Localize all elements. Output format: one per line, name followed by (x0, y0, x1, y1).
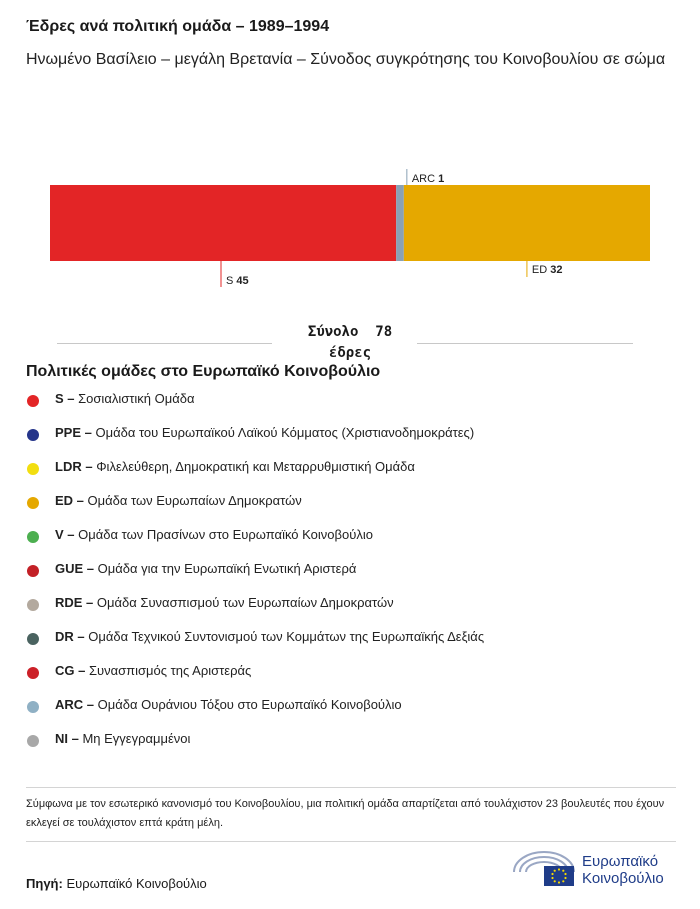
legend-abbr: S – (55, 391, 75, 406)
chart-subtitle: Ηνωμένο Βασίλειο – μεγάλη Βρετανία – Σύνοδος συγκρότησης του Κοινοβουλίου σε σώμα (26, 51, 666, 68)
legend-title: Πολιτικές ομάδες στο Ευρωπαϊκό Κοινοβούλιο (26, 363, 381, 380)
legend-name: Ομάδα του Ευρωπαϊκού Λαϊκού Κόμματος (Χριστιανοδημοκράτες) (95, 425, 475, 440)
legend-abbr: V – (55, 527, 75, 542)
color-dot-icon (27, 395, 39, 407)
stacked-bar-chart (0, 165, 700, 295)
legend-name: Ομάδα για την Ευρωπαϊκή Ενωτική Αριστερά (97, 561, 357, 576)
legend-abbr: DR – (55, 629, 85, 644)
bar-segment-ed (404, 185, 650, 261)
total-label: Σύνολο (307, 324, 359, 340)
legend-item (26, 629, 484, 663)
logo-line-2: Κοινοβούλιο (582, 870, 664, 887)
data-label-s: S 45 (226, 275, 249, 287)
source-line (26, 876, 207, 891)
legend-name: Ομάδα Τεχνικού Συντονισμού των Κομμάτων της Ευρωπαϊκής Δεξιάς (88, 629, 485, 644)
legend-abbr: PPE – (55, 425, 92, 440)
legend-name: Ομάδα Συνασπισμού των Ευρωπαίων Δημοκρατών (96, 595, 394, 610)
legend-abbr: NI – (55, 731, 79, 746)
legend-abbr: GUE – (55, 561, 95, 576)
color-dot-icon (27, 497, 39, 509)
total-seats (290, 322, 410, 364)
color-dot-icon (27, 463, 39, 475)
legend-abbr: CG – (55, 663, 86, 678)
parliament-emblem-icon (512, 850, 576, 890)
color-dot-icon (27, 565, 39, 577)
footnote: Σύμφωνα με τον εσωτερικό κανονισμό του Κοινοβουλίου, μια πολιτική ομάδα απαρτίζεται από τουλάχιστον 23 βουλευτές που έχουν εκλεγεί σε τουλάχιστον επτά κράτη μέλη. (26, 798, 665, 829)
legend-abbr: ED – (55, 493, 84, 508)
color-dot-icon (27, 531, 39, 543)
color-dot-icon (27, 735, 39, 747)
legend-name: Σοσιαλιστική Ομάδα (78, 391, 195, 406)
bar-segment-arc (396, 185, 404, 261)
legend-abbr: LDR – (55, 459, 93, 474)
logo-text (582, 853, 664, 887)
total-divider-left (57, 343, 272, 344)
source-value: Ευρωπαϊκό Κοινοβούλιο (66, 876, 207, 891)
legend-item (26, 663, 484, 697)
note-divider-top (26, 787, 676, 788)
total-unit: έδρες (328, 345, 372, 361)
legend-name: Φιλελεύθερη, Δημοκρατική και Μεταρρυθμιστική Ομάδα (96, 459, 415, 474)
legend-item (26, 425, 484, 459)
legend-name: Ομάδα των Ευρωπαίων Δημοκρατών (87, 493, 302, 508)
legend-item (26, 493, 484, 527)
bar-segment-s (50, 185, 396, 261)
note-divider-bottom (26, 841, 676, 842)
legend-item (26, 595, 484, 629)
european-parliament-logo (512, 850, 664, 890)
legend-name: Μη Εγγεγραμμένοι (82, 731, 191, 746)
source-label: Πηγή: (26, 876, 63, 891)
legend-name: Συνασπισμός της Αριστεράς (88, 663, 252, 678)
legend-item (26, 561, 484, 595)
chart-title: Έδρες ανά πολιτική ομάδα – 1989–1994 (26, 18, 330, 35)
legend-name: Ομάδα Ουράνιου Τόξου στο Ευρωπαϊκό Κοινοβούλιο (97, 697, 402, 712)
legend (26, 391, 484, 765)
total-value: 78 (375, 324, 393, 340)
legend-item (26, 731, 484, 765)
total-divider-right (417, 343, 633, 344)
color-dot-icon (27, 599, 39, 611)
legend-item (26, 459, 484, 493)
legend-abbr: ARC – (55, 697, 95, 712)
data-label-arc: ARC 1 (411, 173, 445, 185)
color-dot-icon (27, 667, 39, 679)
color-dot-icon (27, 429, 39, 441)
legend-item (26, 527, 484, 561)
legend-abbr: RDE – (55, 595, 94, 610)
legend-item (26, 697, 484, 731)
legend-name: Ομάδα των Πρασίνων στο Ευρωπαϊκό Κοινοβούλιο (78, 527, 373, 542)
data-label-ed: ED 32 (531, 264, 563, 276)
color-dot-icon (27, 633, 39, 645)
legend-item (26, 391, 484, 425)
color-dot-icon (27, 701, 39, 713)
logo-line-1: Ευρωπαϊκό (582, 853, 659, 870)
